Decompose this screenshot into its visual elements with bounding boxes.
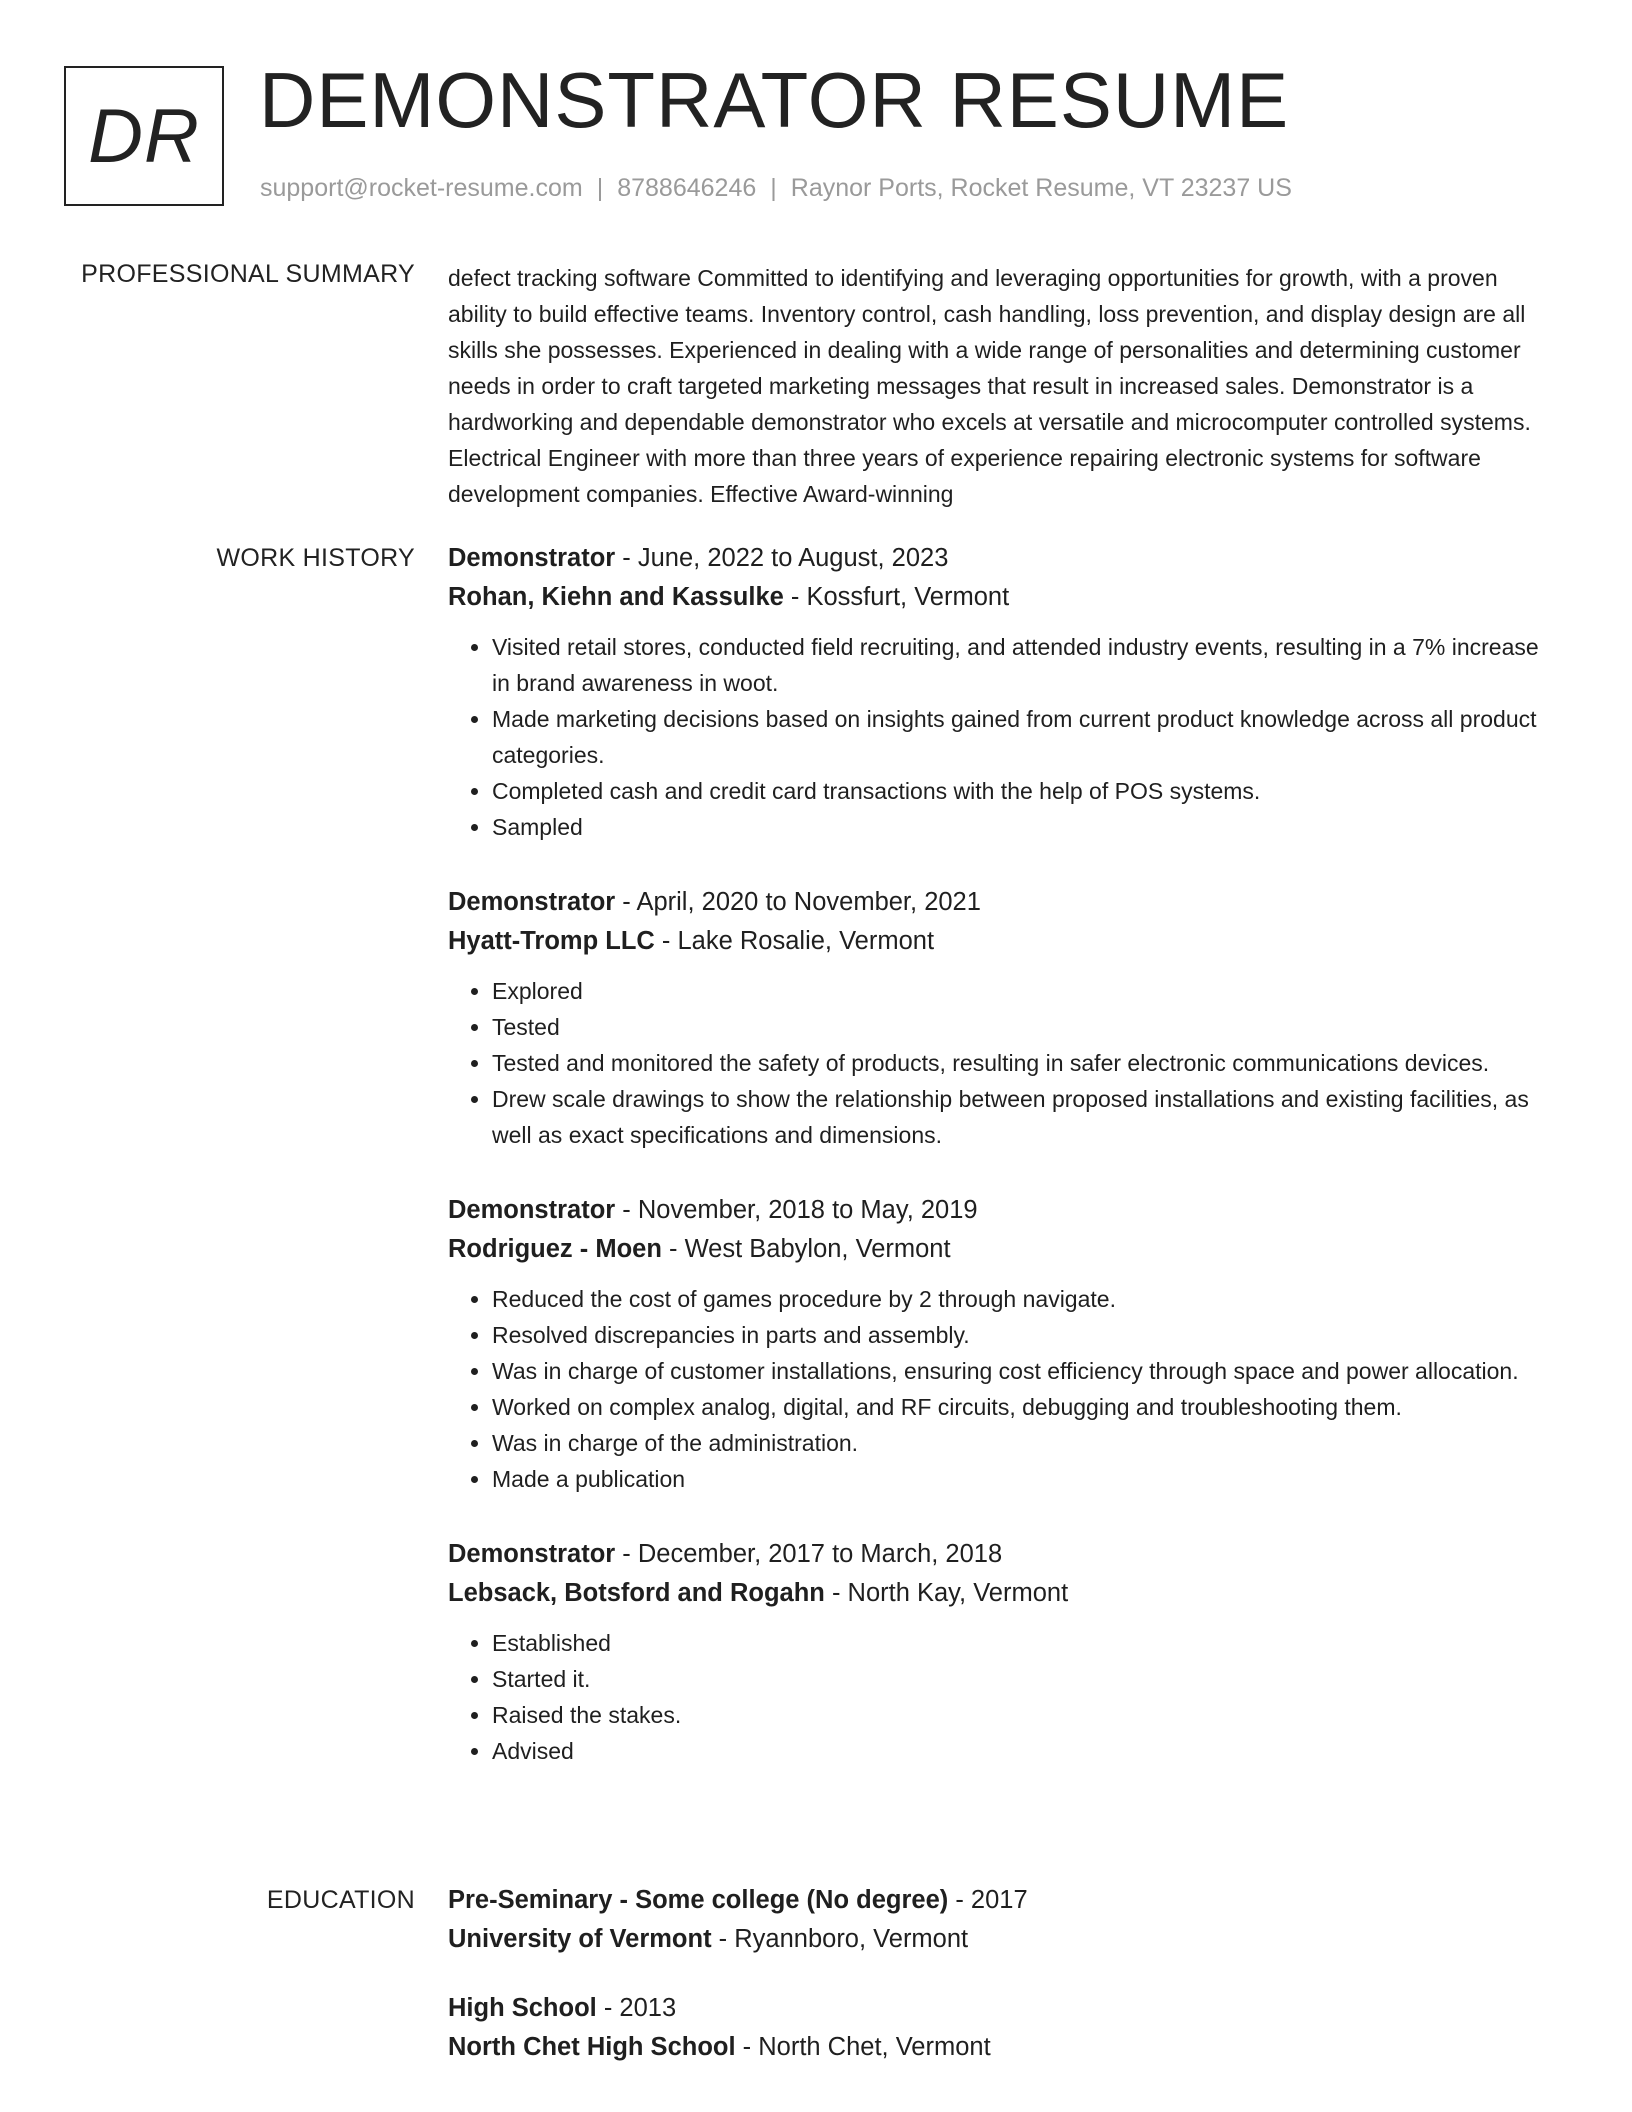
job-entry bbox=[448, 883, 1548, 1153]
education-degree-line bbox=[448, 1989, 1548, 2028]
job-bullet: • Made marketing decisions based on insights gained from current product knowledge across all product categories. bbox=[492, 701, 1548, 773]
education-school: North Chet High School bbox=[448, 2033, 736, 2061]
job-dates: - June, 2022 to August, 2023 bbox=[615, 544, 949, 572]
job-entry bbox=[448, 1535, 1548, 1769]
education-entry bbox=[448, 1989, 1548, 2067]
contact-separator: | bbox=[596, 174, 604, 202]
contact-line bbox=[260, 174, 1292, 203]
job-company: Hyatt-Tromp LLC bbox=[448, 927, 655, 955]
job-bullet-list bbox=[448, 629, 1548, 845]
job-bullet-list bbox=[448, 973, 1548, 1153]
job-title-line bbox=[448, 1535, 1548, 1574]
education-year: - 2013 bbox=[596, 1994, 677, 2022]
education-location: - North Chet, Vermont bbox=[735, 2033, 991, 2061]
job-bullet: • Advised bbox=[492, 1733, 1548, 1769]
section-label-summary: PROFESSIONAL SUMMARY bbox=[81, 260, 415, 288]
job-company: Rohan, Kiehn and Kassulke bbox=[448, 583, 784, 611]
job-title-line bbox=[448, 883, 1548, 922]
monogram-logo: DR bbox=[64, 66, 224, 206]
contact-email[interactable]: support@rocket-resume.com bbox=[260, 174, 583, 202]
education-year: - 2017 bbox=[948, 1886, 1028, 1914]
job-bullet-list bbox=[448, 1625, 1548, 1769]
job-company: Rodriguez - Moen bbox=[448, 1235, 662, 1263]
job-bullet: • Drew scale drawings to show the relationship between proposed installations and existing facilities, as well as exact specifications and dimensions. bbox=[492, 1081, 1548, 1153]
education-school-line bbox=[448, 1920, 1548, 1959]
education-school-line bbox=[448, 2028, 1548, 2067]
job-company-line bbox=[448, 1574, 1548, 1613]
job-bullet: • Was in charge of the administration. bbox=[492, 1425, 1548, 1461]
summary-body bbox=[448, 260, 1548, 512]
job-company-line bbox=[448, 922, 1548, 961]
job-title-line bbox=[448, 539, 1548, 578]
section-label-work-history: WORK HISTORY bbox=[216, 544, 415, 572]
education-location: - Ryannboro, Vermont bbox=[711, 1925, 969, 1953]
job-dates: - November, 2018 to May, 2019 bbox=[615, 1196, 978, 1224]
work-history-body bbox=[448, 539, 1548, 1807]
job-bullet: • Was in charge of customer installations, ensuring cost efficiency through space and power allocation. bbox=[492, 1353, 1548, 1389]
education-school: University of Vermont bbox=[448, 1925, 712, 1953]
job-title: Demonstrator bbox=[448, 1540, 616, 1568]
job-bullet: • Resolved discrepancies in parts and assembly. bbox=[492, 1317, 1548, 1353]
education-degree-line bbox=[448, 1881, 1548, 1920]
job-bullet: • Made a publication bbox=[492, 1461, 1548, 1497]
summary-text: defect tracking software Committed to identifying and leveraging opportunities for growth, with a proven ability to build effective teams. Inventory control, cash handling, loss prevention, and display design are all skills she possesses. Experienced in dealing with a wide range of personalities and determining customer needs in order to craft targeted marketing messages that result in increased sales. Demonstrator is a hardworking and dependable demonstrator who excels at versatile and microcomputer controlled systems. Electrical Engineer with more than three years of experience repairing electronic systems for software development companies. Effective Award-winning bbox=[448, 265, 1531, 507]
job-location: - Kossfurt, Vermont bbox=[783, 583, 1010, 611]
job-entry bbox=[448, 539, 1548, 845]
section-label-education: EDUCATION bbox=[266, 1886, 415, 1914]
job-bullet: • Visited retail stores, conducted field recruiting, and attended industry events, resulting in a 7% increase in brand awareness in woot. bbox=[492, 629, 1548, 701]
job-bullet: • Reduced the cost of games procedure by 2 through navigate. bbox=[492, 1281, 1548, 1317]
job-title-line bbox=[448, 1191, 1548, 1230]
job-entry bbox=[448, 1191, 1548, 1497]
job-company-line bbox=[448, 1230, 1548, 1269]
job-bullet: • Explored bbox=[492, 973, 1548, 1009]
job-dates: - December, 2017 to March, 2018 bbox=[615, 1540, 1003, 1568]
job-bullet: • Raised the stakes. bbox=[492, 1697, 1548, 1733]
job-location: - Lake Rosalie, Vermont bbox=[654, 927, 935, 955]
job-location: - North Kay, Vermont bbox=[824, 1579, 1069, 1607]
resume-title: DEMONSTRATOR RESUME bbox=[259, 56, 1290, 144]
job-title: Demonstrator bbox=[448, 888, 616, 916]
job-bullet: • Worked on complex analog, digital, and RF circuits, debugging and troubleshooting them. bbox=[492, 1389, 1548, 1425]
contact-separator: | bbox=[770, 174, 777, 202]
education-entry bbox=[448, 1881, 1548, 1959]
job-bullet: • Established bbox=[492, 1625, 1548, 1661]
job-dates: - April, 2020 to November, 2021 bbox=[615, 888, 981, 916]
contact-phone[interactable]: 8788646246 bbox=[617, 174, 757, 202]
job-company-line bbox=[448, 578, 1548, 617]
job-company: Lebsack, Botsford and Rogahn bbox=[448, 1579, 825, 1607]
job-bullet-list bbox=[448, 1281, 1548, 1497]
job-location: - West Babylon, Vermont bbox=[661, 1235, 951, 1263]
job-bullet: • Started it. bbox=[492, 1661, 1548, 1697]
education-degree: Pre-Seminary - Some college (No degree) bbox=[448, 1886, 949, 1914]
education-degree: High School bbox=[448, 1994, 597, 2022]
job-bullet: • Sampled bbox=[492, 809, 1548, 845]
job-title: Demonstrator bbox=[448, 1196, 616, 1224]
job-bullet: • Tested bbox=[492, 1009, 1548, 1045]
education-body bbox=[448, 1881, 1548, 2097]
job-bullet: • Completed cash and credit card transactions with the help of POS systems. bbox=[492, 773, 1548, 809]
job-title: Demonstrator bbox=[448, 544, 616, 572]
contact-address: Raynor Ports, Rocket Resume, VT 23237 US bbox=[790, 174, 1292, 202]
job-bullet: • Tested and monitored the safety of products, resulting in safer electronic communications devices. bbox=[492, 1045, 1548, 1081]
